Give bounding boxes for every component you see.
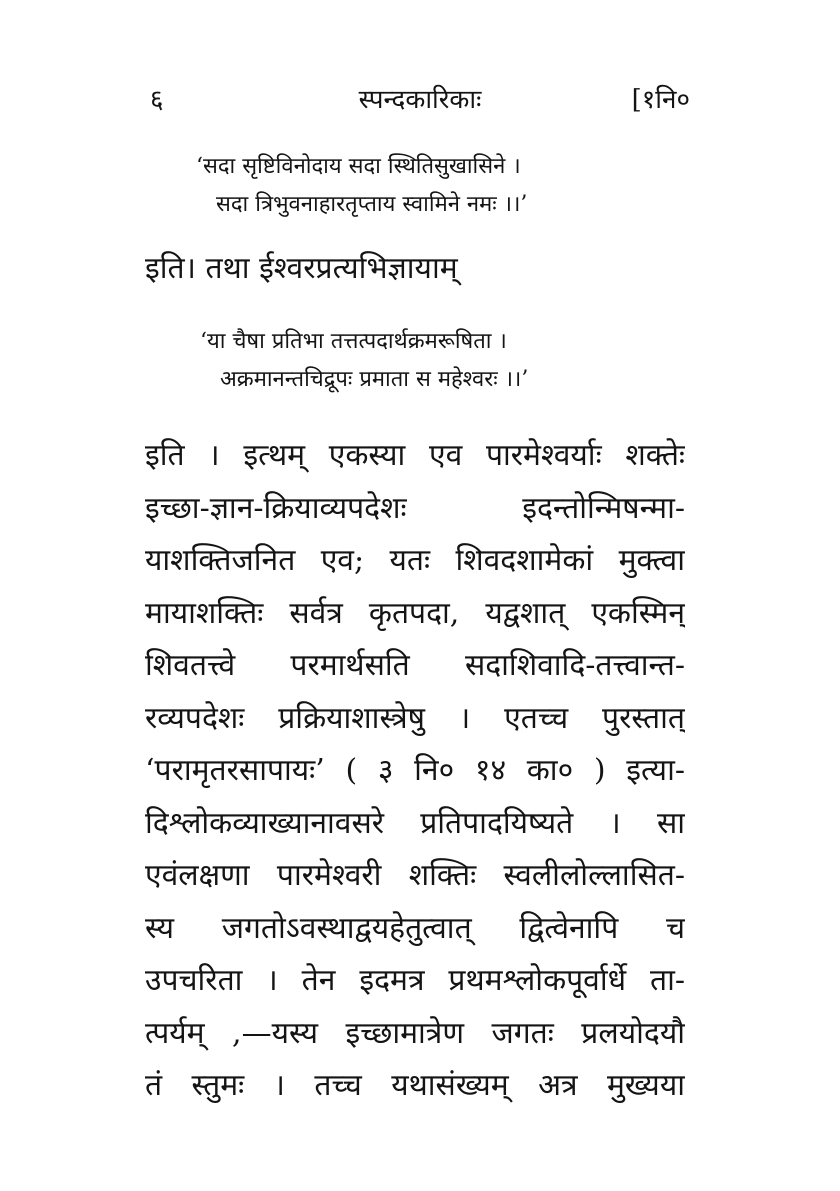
quoted-verse-2 — [200, 323, 528, 399]
section-marker: [१नि० — [631, 85, 690, 115]
verse-line: ‘सदा सृष्टिविनोदाय सदा स्थितिसुखासिने । — [196, 154, 521, 179]
text-line: इति । इत्थम् एकस्या एव पारमेश्वर्याः शक्तेः — [145, 438, 685, 473]
verse-line: ‘या चैषा प्रतिभा तत्तत्पदार्थक्रमरूषिता । — [200, 329, 507, 354]
text-line: इच्छा-ज्ञान-क्रियाव्यपदेशः इदन्तोन्मिषन्मा- — [145, 490, 685, 526]
text-line: याशक्तिजनित एव; यतः शिवदशामेकां मुक्त्वा — [145, 543, 685, 578]
page-number: ६ — [150, 85, 164, 115]
text-line: उपचरिता । तेन इदमत्र प्रथमश्लोकपूर्वार्धे ता- — [145, 963, 685, 998]
text-line: एवंलक्षणा पारमेश्वरी शक्तिः स्वलीलोल्लासित- — [145, 858, 685, 893]
text-line: तं स्तुमः । तच्च यथासंख्यम् अत्र मुख्यया — [145, 1068, 685, 1103]
text-line: दिश्लोकव्याख्यानावसरे प्रतिपादयिष्यते । सा — [145, 805, 685, 841]
verse-line: अक्रमानन्तचिद्रूपः प्रमाता स महेश्वरः ।।’ — [220, 367, 529, 392]
text-line: शिवतत्त्वे परमार्थसति सदाशिवादि-तत्त्वान्त- — [145, 648, 685, 683]
main-paragraph — [145, 430, 685, 1113]
text-line: स्य जगतोऽवस्थाद्वयहेतुत्वात् द्वित्वेनापि च — [145, 910, 685, 946]
text-line: ‘परामृतरसापायः’ ( ३ नि० १४ का० ) इत्या- — [145, 753, 685, 788]
text-line: रव्यपदेशः प्रक्रियाशास्त्रेषु । एतच्च पुरस्तात् — [145, 700, 685, 736]
running-title: स्पन्दकारिकाः — [358, 85, 482, 115]
verse-line: सदा त्रिभुवनाहारतृप्ताय स्वामिने नमः ।।’ — [216, 192, 528, 217]
intro-line: इति। तथा ईश्वरप्रत्यभिज्ञायाम् — [145, 251, 458, 286]
page-header — [150, 80, 690, 120]
text-line: त्पर्यम् ,—यस्य इच्छामात्रेण जगतः प्रलयोदयौ — [145, 1015, 685, 1051]
text-line: मायाशक्तिः सर्वत्र कृतपदा, यद्वशात् एकस्मिन् — [145, 595, 685, 631]
quoted-verse-1 — [196, 148, 527, 224]
